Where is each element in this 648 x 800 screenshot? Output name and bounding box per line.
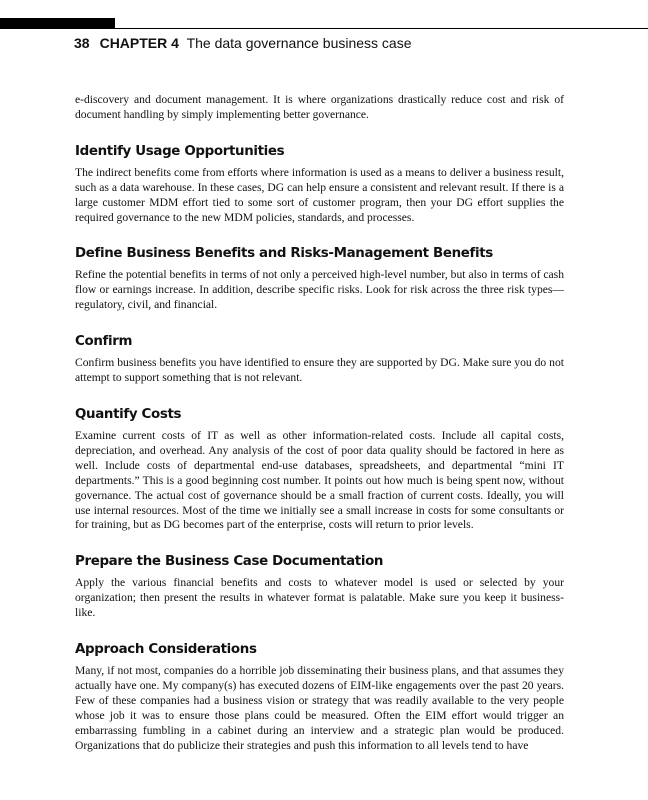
section-body-identify-usage: The indirect benefits come from efforts where information is used as a means to deliver a business result, such as a data warehouse. In these cases, DG can help ensure a consistent and relevant result. If there is a large customer MDM effort tied to some sort of customer program, then your DG effort supplies the required governance to the new MDM policies, standards, and processes. xyxy=(75,165,564,224)
section-body-define-benefits: Refine the potential benefits in terms of not only a perceived high-level number, but also in terms of cash flow or earnings increase. In addition, describe specific risks. Look for risk across the three risk types—regulatory, civil, and financial. xyxy=(75,268,564,312)
section-heading-identify-usage: Identify Usage Opportunities xyxy=(75,143,285,159)
chapter-title: The data governance business case xyxy=(186,35,412,51)
section-body-confirm: Confirm business benefits you have identified to ensure they are supported by DG. Make sure you do not attempt to support something that is not relevant. xyxy=(75,356,564,385)
page-body xyxy=(75,93,564,753)
section-heading-prepare-documentation: Prepare the Business Case Documentation xyxy=(75,554,384,570)
running-header xyxy=(74,35,412,51)
header-black-bar xyxy=(0,18,115,29)
section-heading-quantify-costs: Quantify Costs xyxy=(75,406,182,422)
page-number: 38 xyxy=(74,35,90,51)
section-body-quantify-costs: Examine current costs of IT as well as other information-related costs. Include all capital costs, depreciation, and overhead. Any analysis of the cost of poor data quality should be factored in here as well. Include costs of departmental end-use databases, spreadsheets, and departmental “mini IT departments.” This is a good beginning cost number. It points out how much is being spent now, without governance. The actual cost of governance should be a small fraction of current costs. Ideally, you will use internal resources. Most of the time we initially see a small increase in costs for some consultants or for training, but as DG becomes part of the enterprise, costs will return to prior levels. xyxy=(75,428,564,532)
header-rule xyxy=(115,28,648,29)
section-heading-confirm: Confirm xyxy=(75,334,133,350)
section-heading-approach-considerations: Approach Considerations xyxy=(75,642,257,658)
chapter-label: CHAPTER 4 xyxy=(99,35,179,51)
intro-paragraph: e-discovery and document management. It is where organizations drastically reduce cost and risk of document handling by simply implementing better governance. xyxy=(75,93,564,121)
section-heading-define-benefits: Define Business Benefits and Risks-Management Benefits xyxy=(75,246,493,262)
section-body-approach-considerations: Many, if not most, companies do a horrible job disseminating their business plans, and that assumes they actually have one. My company(s) has executed dozens of EIM-like engagements over the past 20 years. Few of these companies had a business vision or strategy that was readily available to the very people whose job it was to ensure those plans could be measured. Often the EIM effort would trigger an embarrassing fumbling in a cabinet during an interview and a strategic plan would be produced. Organizations that do publicize their strategies and push this information to all levels tend to have xyxy=(75,664,564,752)
section-body-prepare-documentation: Apply the various financial benefits and costs to whatever model is used or selected by your organization; then present the results in whatever format is palatable. Make sure you keep it business-like. xyxy=(75,576,564,620)
